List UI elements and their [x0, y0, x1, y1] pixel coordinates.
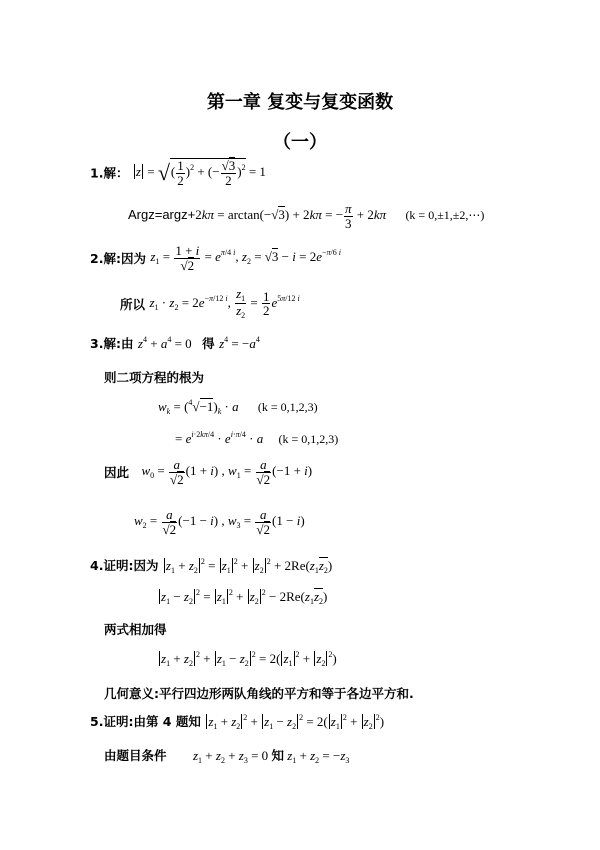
problem-4-sum-text: 两式相加得 [104, 622, 167, 637]
chapter-title: 第一章 复变与复变函数 [206, 92, 394, 113]
problem-4-formula-2: $z_1 - z_2^2 = z_1^2 + z_2^2 - 2Re(z_1z_2)$ [161, 588, 328, 606]
problem-2-so: 所以 [120, 296, 146, 312]
k-range-0-3: (k = 0,1,2,3) [257, 400, 318, 414]
problem-5-condition: $z_1 + z_2 + z_3 = 0$ [192, 748, 272, 765]
problem-2-line-2 [120, 287, 300, 321]
problem-4-result: $z_1 + z_2^2 + z_1 - z_2^2 = 2$( $z_1^2 + z_2^2$) [161, 650, 337, 668]
problem-3-root-formula-1: $w_k = (^4√-1)_k \cdot a$ (k = 0,1,2,3) [158, 398, 318, 416]
problem-3-equation: $z^4 + a^4 = 0$ [137, 335, 192, 351]
section-subtitle: （一） [273, 132, 327, 153]
problem-4-line-1 [90, 556, 332, 575]
problem-1-label: 1.解： [90, 165, 129, 181]
problem-5-line-2 [104, 746, 349, 765]
problem-1-arg-formula: Argz=argz+2kπ = arctan(−√3) + 2kπ = − $\frac{\pi}{3}$ + 2kπ (k = 0,±1,±2,⋯) [128, 201, 485, 231]
problem-3-line-1 [90, 334, 260, 353]
problem-4-formula-1: $z_1 + z_2^2 = z_1^2 + z_2^2 + 2Re(z_1z_2)$ [165, 557, 333, 575]
problem-5-cond: 由题目条件 [104, 748, 167, 763]
problem-3-root-formula-2: = $e^{i\cdot 2k\pi/4} \cdot e^{i\cdot\pi/4} \cdot a$ (k = 0,1,2,3) [175, 430, 339, 446]
problem-2-formula: $z_1$ = $\frac{1 + i}{√2}$ = $e^{\pi/4 i}$, $z_2 = √3 - i = 2e^{-\pi/6 i}$ [150, 243, 342, 273]
problem-5-label: 5.证明:由第 4 题知 [90, 714, 201, 729]
problem-5-condition-2: $z_1 + z_2 = -z_3$ [287, 748, 350, 765]
problem-3-hence: 因此 [104, 465, 130, 481]
problem-3-hence-line [104, 458, 312, 486]
problem-5-line-1 [90, 712, 384, 731]
problem-4-geometry: 几何意义:平行四边形两队角线的平方和等于各边平方和. [104, 686, 414, 701]
problem-3-get: 得 [202, 336, 215, 351]
problem-3-equation-2: $z^4 = -a^4$ [219, 335, 260, 351]
problem-1-line-1 [90, 158, 266, 187]
problem-5-know: 知 [271, 748, 284, 763]
problem-4-label: 4.证明:因为 [90, 558, 159, 573]
problem-3-w2-w3: $w_2$ = $\frac{a}{√2}$ (−1 − i) , $w_3$ = $\frac{a}{√2}$ (1 − i) [134, 507, 305, 537]
problem-2-result: $z_1 \cdot z_2 = 2e^{-\pi/12 i}$, $\frac{z_1}{z_2}$ = $\frac{1}{2}$ $e^{5\pi/12 i}$ [149, 286, 300, 321]
problem-3-w0-w1: $w_0$ = $\frac{a}{√2}$ (1 + i) , $w_1$ = $\frac{a}{√2}$ (−1 + i) [141, 457, 313, 487]
arg-prefix: Argz=argz+ [128, 207, 196, 223]
problem-5-formula: $z_1 + z_2^2 + z_1 - z_2^2 = 2$( $z_1^2 + z_2^2$) [208, 713, 385, 731]
problem-1-modulus-formula: z = √( $\frac{1}{2}$ )$^2$ + (− $\frac{√3}{2}$ )$^2$ = 1 [135, 158, 266, 188]
k-range-0-3-b: (k = 0,1,2,3) [278, 432, 339, 446]
problem-3-roots-text: 则二项方程的根为 [104, 370, 205, 385]
problem-2-label: 2.解:因为 [90, 251, 146, 267]
problem-2-line-1 [90, 244, 341, 272]
k-range-integers: (k = 0,±1,±2,⋯) [405, 208, 485, 223]
problem-3-label: 3.解:由 [90, 336, 134, 351]
